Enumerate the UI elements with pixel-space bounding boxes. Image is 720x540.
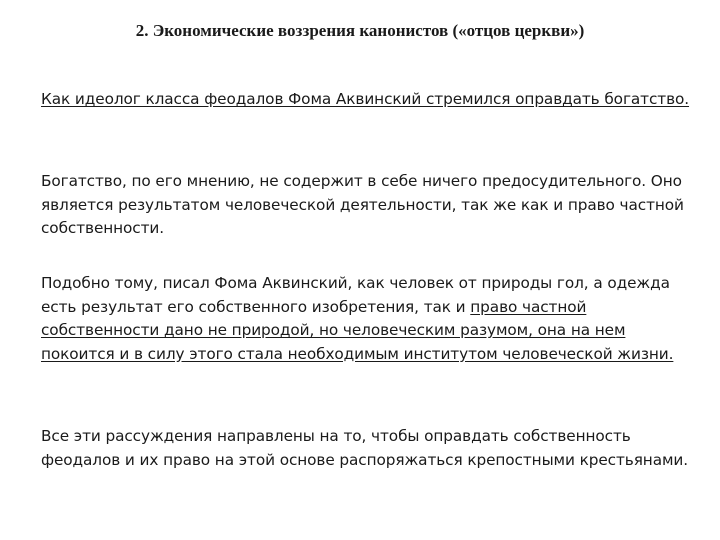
paragraph-1: Как идеолог класса феодалов Фома Аквинский стремился оправдать богатство. [41, 90, 690, 108]
paragraph-3-plain-text: Подобно тому, писал Фома Аквинский, как человек от природы гол, а одежда есть результат его собственного изобретения, так и [41, 274, 670, 316]
paragraph-3-underlined-text: право частной собственности дано не природой, но человеческим разумом, она на нем покоится и в силу этого стала необходимым институтом человеческой жизни. [41, 297, 674, 363]
slide-title: 2. Экономические воззрения канонистов («отцов церкви») [135, 21, 585, 40]
paragraph-3 [41, 272, 696, 366]
paragraph-4: Все эти рассуждения направлены на то, чтобы оправдать собственность феодалов и их право на этой основе распоряжаться крепостными крестьянами. [41, 427, 689, 469]
paragraph-2: Богатство, по его мнению, не содержит в себе ничего предосудительного. Оно является результатом человеческой деятельности, так же как и право частной собственности. [41, 172, 684, 237]
